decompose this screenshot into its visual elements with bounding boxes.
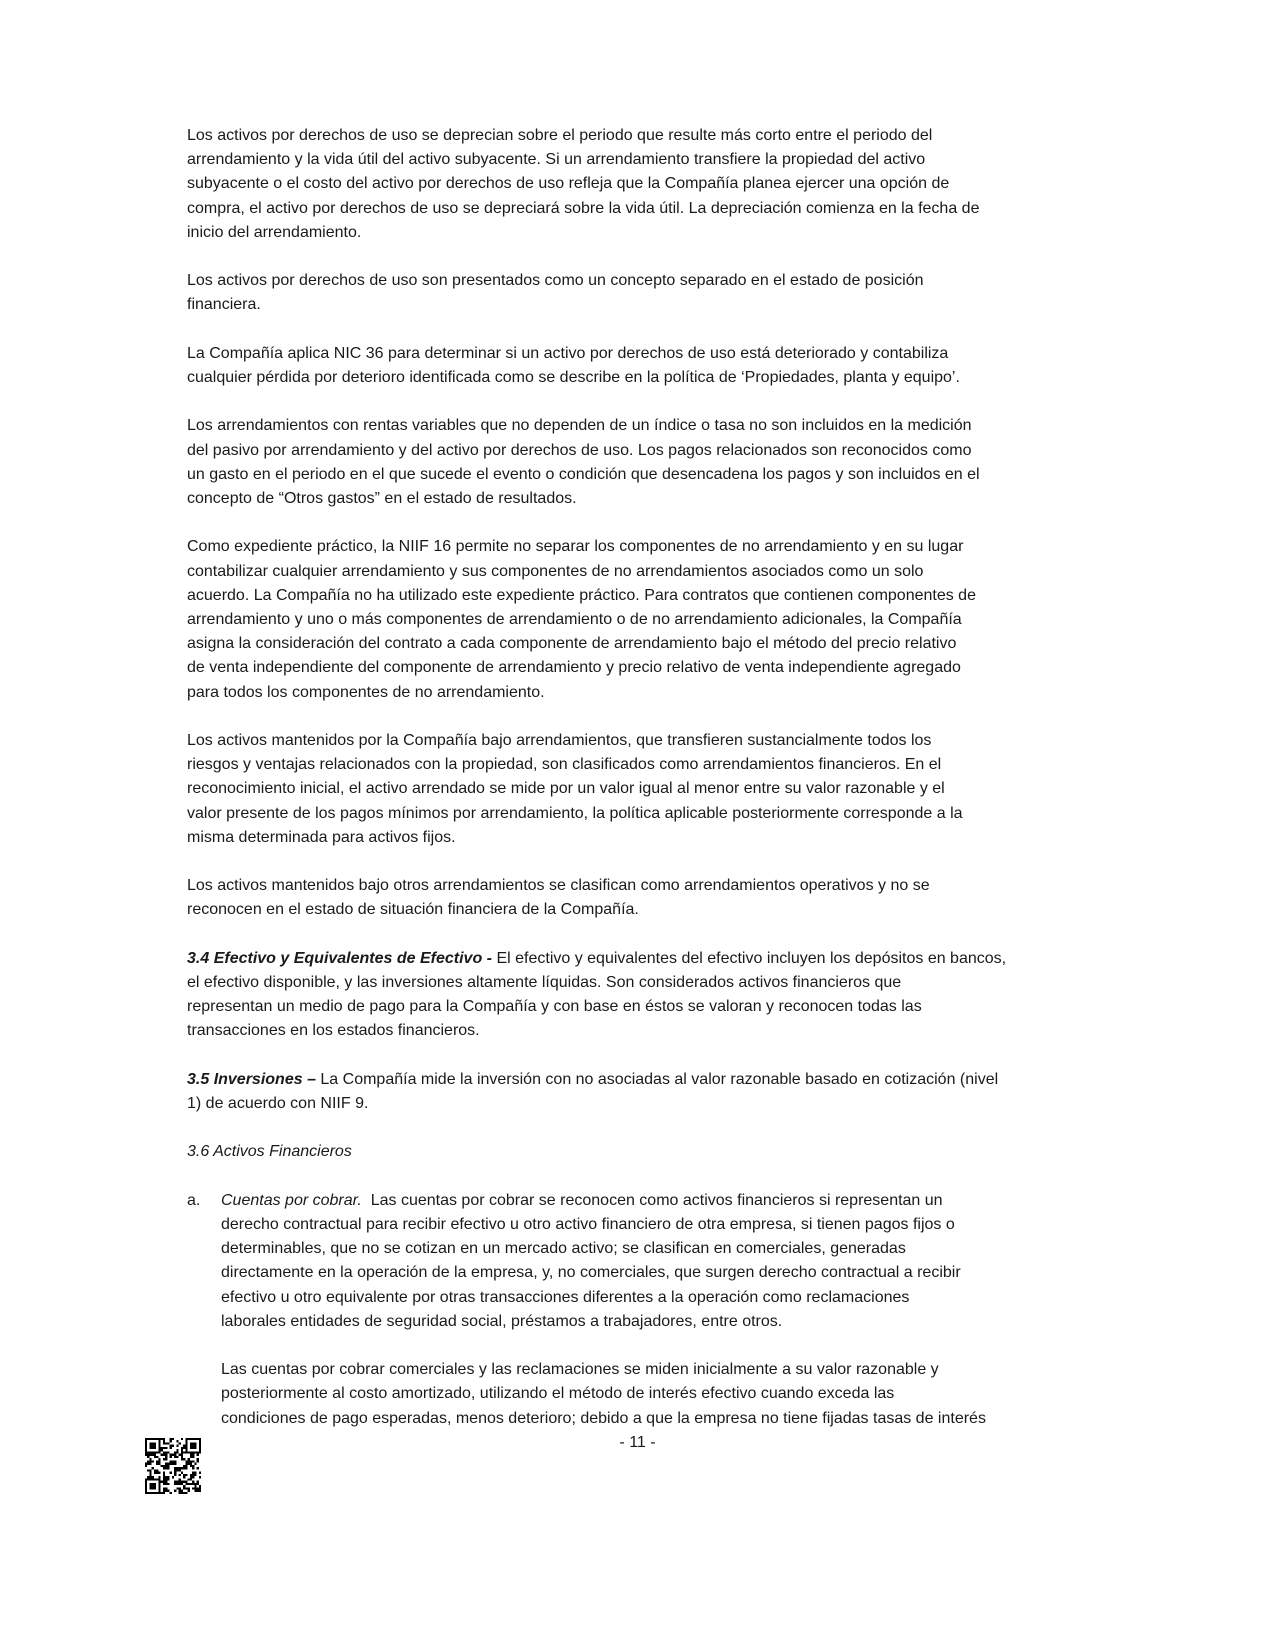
text-line	[187, 729, 1087, 753]
text-line	[187, 463, 1087, 487]
text-line	[187, 584, 1087, 608]
heading-text: 3.6 Activos Financieros	[187, 1143, 352, 1161]
text-line	[187, 632, 1087, 656]
paragraph	[187, 1068, 1087, 1116]
text-line	[187, 172, 1087, 196]
inline-heading: 3.5 Inversiones –	[187, 1070, 321, 1088]
text-line	[187, 535, 1087, 559]
inline-heading: 3.4 Efectivo y Equivalentes de Efectivo -	[187, 949, 497, 967]
text-line	[187, 269, 1087, 293]
text-line	[187, 874, 1087, 898]
inline-heading: Cuentas por cobrar.	[221, 1191, 362, 1209]
line-text: Las cuentas por cobrar se reconocen como activos financieros si representan un	[361, 1191, 943, 1209]
line-text: acuerdo. La Compañía no ha utilizado este expediente práctico. Para contratos que contienen componentes de	[187, 586, 976, 604]
line-text: contabilizar cualquier arrendamiento y sus componentes de no arrendamientos asociados como un solo	[187, 562, 924, 580]
text-line	[187, 560, 1087, 584]
text-line	[187, 414, 1087, 438]
text-line	[221, 1237, 1087, 1261]
text-line	[187, 1092, 1087, 1116]
text-line	[187, 753, 1087, 777]
text-line	[187, 439, 1087, 463]
paragraph	[187, 342, 1087, 390]
text-line	[187, 971, 1087, 995]
text-line	[221, 1358, 1087, 1382]
paragraph	[187, 874, 1087, 922]
qr-code-icon	[145, 1438, 201, 1494]
line-text: arrendamiento y la vida útil del activo subyacente. Si un arrendamiento transfiere la propiedad del activo	[187, 151, 926, 169]
line-text: un gasto en el periodo en el que sucede el evento o condición que desencadena los pagos y son incluidos en el	[187, 465, 980, 483]
text-line	[187, 826, 1087, 850]
paragraph	[187, 535, 1087, 704]
line-text: transacciones en los estados financieros.	[187, 1022, 480, 1040]
section-heading	[187, 1140, 1087, 1164]
line-text: para todos los componentes de no arrendamiento.	[187, 683, 545, 701]
paragraph	[187, 1358, 1087, 1431]
text-line	[187, 1068, 1087, 1092]
line-text: condiciones de pago esperadas, menos deterioro; debido a que la empresa no tiene fijadas tasas de interés	[221, 1409, 986, 1427]
text-line	[187, 802, 1087, 826]
line-text: determinables, que no se cotizan en un mercado activo; se clasifican en comerciales, generadas	[221, 1240, 906, 1258]
text-line	[187, 898, 1087, 922]
page-number: - 11 -	[619, 1434, 656, 1451]
text-line	[187, 148, 1087, 172]
line-text: subyacente o el costo del activo por derechos de uso refleja que la Compañía planea ejercer una opción de	[187, 175, 950, 193]
line-text: Los arrendamientos con rentas variables que no dependen de un índice o tasa no son incluidos en la medición	[187, 417, 972, 435]
text-line	[187, 777, 1087, 801]
text-line	[187, 608, 1087, 632]
line-text: Los activos mantenidos por la Compañía bajo arrendamientos, que transfieren sustancialmente todos los	[187, 732, 932, 749]
paragraph	[187, 124, 1087, 245]
text-line	[187, 197, 1087, 221]
line-text: El efectivo y equivalentes del efectivo incluyen los depósitos en bancos,	[496, 949, 1007, 967]
line-text: del pasivo por arrendamiento y del activo por derechos de uso. Los pagos relacionados son reconocidos como	[187, 441, 972, 459]
line-text: efectivo u otro equivalente por otras transacciones diferentes a la operación como reclamaciones	[221, 1288, 910, 1306]
text-line	[221, 1310, 1087, 1334]
paragraph	[187, 1189, 1087, 1334]
line-text: representan un medio de pago para la Compañía y con base en éstos se valoran y reconocen todas las	[187, 998, 922, 1016]
line-text: Como expediente práctico, la NIIF 16 permite no separar los componentes de no arrendamiento y en su lugar	[187, 538, 964, 556]
line-text: Los activos por derechos de uso se deprecian sobre el periodo que resulte más corto entre el periodo del	[187, 127, 933, 144]
line-text: directamente en la operación de la empresa, y, no comerciales, que surgen derecho contractual a recibir	[221, 1264, 961, 1282]
text-line	[221, 1213, 1087, 1237]
line-text: misma determinada para activos fijos.	[187, 828, 456, 846]
line-text: inicio del arrendamiento.	[187, 223, 362, 241]
line-text: reconocimiento inicial, el activo arrendado se mide por un valor igual al menor entre su valor razonable y el	[187, 780, 945, 798]
line-text: La Compañía mide la inversión con no asociadas al valor razonable basado en cotización (nivel	[320, 1070, 999, 1088]
text-line	[187, 656, 1087, 680]
text-line	[221, 1407, 1087, 1431]
line-text: el efectivo disponible, y las inversiones altamente líquidas. Son considerados activos financieros que	[187, 974, 902, 991]
line-text: 1) de acuerdo con NIIF 9.	[187, 1095, 369, 1112]
document-body	[187, 124, 1087, 1455]
line-text: derecho contractual para recibir efectivo u otro activo financiero de otra empresa, si tienen pagos fijos o	[221, 1215, 955, 1233]
line-text: cualquier pérdida por deterioro identificada como se describe en la política de ‘Propiedades, planta y equipo’.	[187, 369, 960, 386]
text-line	[187, 995, 1087, 1019]
list-marker: a.	[187, 1191, 201, 1209]
line-text: concepto de “Otros gastos” en el estado de resultados.	[187, 490, 577, 507]
text-line	[187, 221, 1087, 245]
text-line	[221, 1286, 1087, 1310]
text-line	[187, 681, 1087, 705]
paragraph	[187, 947, 1087, 1044]
text-line	[221, 1382, 1087, 1406]
line-text: valor presente de los pagos mínimos por arrendamiento, la política aplicable posteriormente corresponde a la	[187, 804, 963, 822]
line-text: compra, el activo por derechos de uso se depreciará sobre la vida útil. La depreciación comienza en la fecha de	[187, 199, 980, 217]
text-line	[187, 366, 1087, 390]
line-text: Los activos por derechos de uso son presentados como un concepto separado en el estado de posición	[187, 272, 924, 290]
line-text: La Compañía aplica NIC 36 para determinar si un activo por derechos de uso está deteriorado y contabiliza	[187, 344, 949, 362]
line-text: de venta independiente del componente de arrendamiento y precio relativo de venta independiente agregado	[187, 659, 961, 677]
paragraph	[187, 269, 1087, 317]
paragraph	[187, 414, 1087, 511]
line-text: riesgos y ventajas relacionados con la propiedad, son clasificados como arrendamientos financieros. En el	[187, 756, 942, 774]
text-line	[187, 342, 1087, 366]
text-line	[221, 1261, 1087, 1285]
line-text: Las cuentas por cobrar comerciales y las reclamaciones se miden inicialmente a su valor razonable y	[221, 1361, 939, 1379]
text-line	[187, 293, 1087, 317]
line-text: asigna la consideración del contrato a cada componente de arrendamiento bajo el método del precio relativo	[187, 635, 957, 653]
text-line	[187, 1019, 1087, 1043]
text-line	[187, 947, 1087, 971]
line-text: posteriormente al costo amortizado, utilizando el método de interés efectivo cuando exceda las	[221, 1385, 895, 1403]
paragraph	[187, 729, 1087, 850]
text-line	[187, 487, 1087, 511]
line-text: arrendamiento y uno o más componentes de arrendamiento o de no arrendamiento adicionales, la Compañía	[187, 611, 962, 628]
line-text: financiera.	[187, 296, 261, 314]
line-text: Los activos mantenidos bajo otros arrendamientos se clasifican como arrendamientos operativos y no se	[187, 877, 930, 895]
text-line	[221, 1189, 1087, 1213]
line-text: reconocen en el estado de situación financiera de la Compañía.	[187, 901, 639, 919]
line-text: laborales entidades de seguridad social, préstamos a trabajadores, entre otros.	[221, 1312, 783, 1330]
text-line	[187, 124, 1087, 148]
